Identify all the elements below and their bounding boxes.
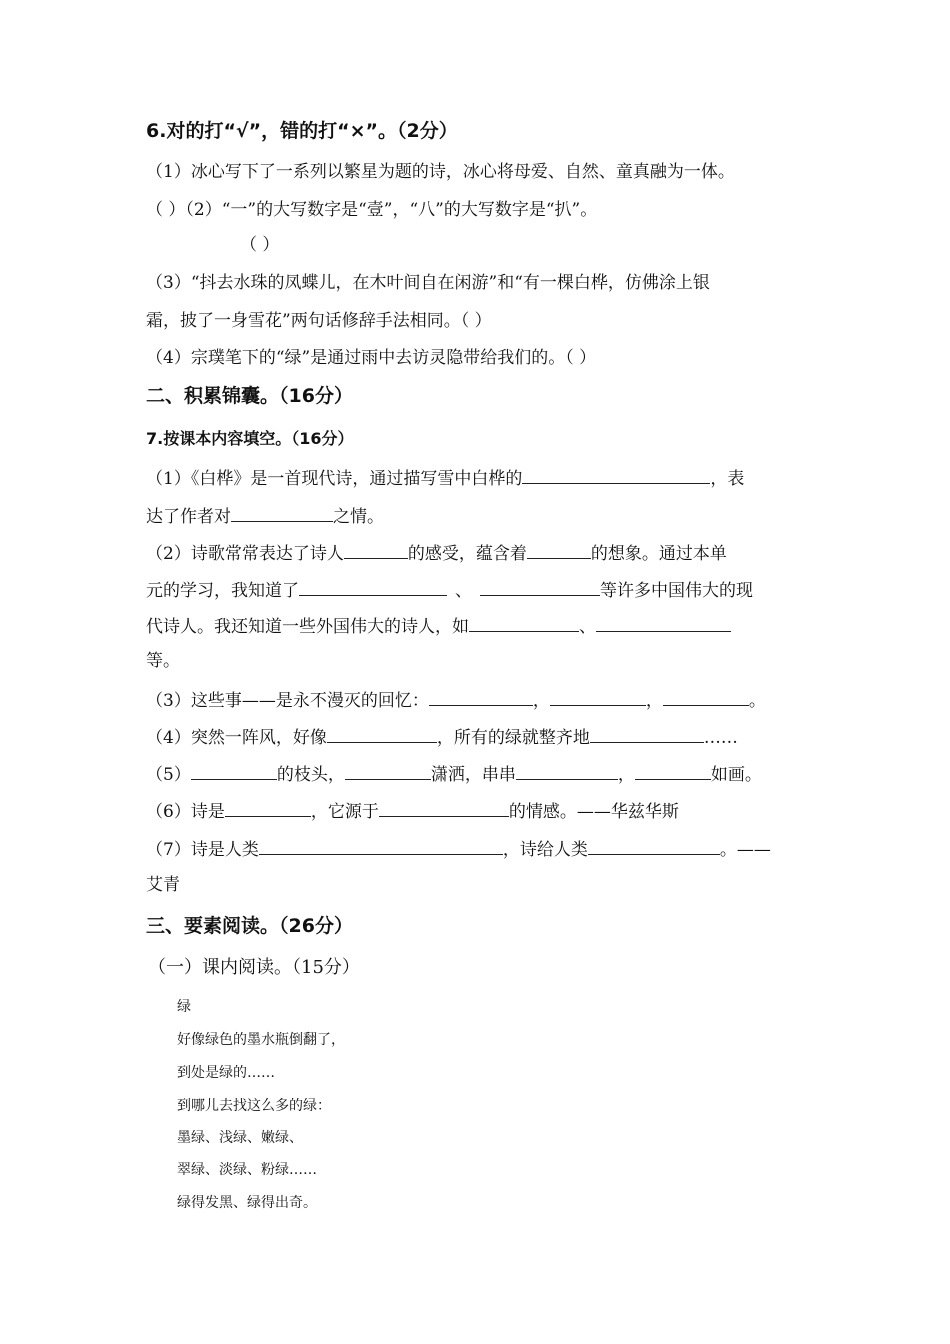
q7-line-5 (146, 762, 762, 786)
q7-line-6 (146, 799, 679, 823)
q7-line-4 (146, 725, 738, 749)
q7-6-blank-1[interactable] (225, 799, 311, 817)
q7-4-blank-1[interactable] (327, 725, 437, 743)
q7-5-text-a: （5） (146, 765, 191, 785)
q7-2-text-d: 元的学习，我知道了 (146, 581, 299, 601)
q7-2-text-c: 的想象。通过本单 (590, 544, 727, 564)
q7-3-sep-1: ， (532, 691, 550, 711)
q6-title: 6.对的打“√”，错的打“×”。（2分） (146, 120, 458, 142)
q7-1-blank-1[interactable] (522, 466, 710, 484)
q7-5-text-c: 潇洒，串串 (430, 765, 516, 785)
q7-2-blank-3[interactable] (299, 578, 447, 596)
poem-line: 好像绿色的墨水瓶倒翻了， (177, 1032, 345, 1048)
q7-2-blank-5[interactable] (469, 614, 579, 632)
q7-1-text-d: 之情。 (333, 507, 384, 527)
q7-7-text-c: 。—— (719, 840, 771, 860)
q7-5-blank-2[interactable] (345, 762, 431, 780)
section-2-title: 二、积累锦囊。（16分） (146, 385, 353, 407)
q7-2-blank-6[interactable] (596, 614, 731, 632)
q7-3-blank-1[interactable] (429, 688, 533, 706)
q6-item-1: （1）冰心写下了一系列以繁星为题的诗，冰心将母爱、自然、童真融为一体。 (146, 162, 735, 182)
q7-6-text-b: ，它源于 (310, 802, 379, 822)
q7-line-2c (146, 614, 731, 638)
q7-1-text-a: （1）《白桦》是一首现代诗，通过描写雪中白桦的 (146, 469, 523, 489)
q7-2-text-h: 、 (579, 617, 596, 637)
section-3-title: 三、要素阅读。（26分） (146, 915, 353, 937)
q7-3-text-a: （3）这些事——是永不漫灭的回忆： (146, 691, 429, 711)
q7-7-text-d: 艾青 (146, 875, 180, 895)
q7-4-text-c: …… (703, 728, 738, 748)
q7-2-text-a: （2）诗歌常常表达了诗人 (146, 544, 344, 564)
q7-3-end: 。 (748, 691, 766, 711)
q7-2-text-e: 、 (455, 581, 472, 601)
q7-4-text-b: ，所有的绿就整齐地 (436, 728, 590, 748)
q7-7-blank-1[interactable] (259, 837, 503, 855)
q7-line-2a (146, 541, 727, 565)
q7-2-blank-1[interactable] (344, 541, 408, 559)
q7-4-text-a: （4）突然一阵风，好像 (146, 728, 327, 748)
q7-3-blank-3[interactable] (663, 688, 749, 706)
q6-item-1-answer-paren[interactable]: （ ） (240, 235, 280, 255)
q7-2-blank-2[interactable] (527, 541, 591, 559)
q7-2-text-b: 的感受，蕴含着 (407, 544, 527, 564)
q7-6-blank-2[interactable] (379, 799, 509, 817)
section-3-subtitle: （一）课内阅读。（15分） (148, 957, 360, 978)
q7-5-text-b: 的枝头， (276, 765, 345, 785)
poem-line: 翠绿、淡绿、粉绿…… (177, 1162, 317, 1178)
q7-3-blank-2[interactable] (550, 688, 646, 706)
q6-item-3-line-2: 霜，披了一身雪花”两句话修辞手法相同。（ ） (146, 311, 492, 331)
q7-5-blank-4[interactable] (635, 762, 711, 780)
poem-title: 绿 (177, 999, 191, 1015)
q6-item-2: （ ）（2）“一”的大写数字是“壹”，“八”的大写数字是“扒”。 (146, 200, 598, 220)
q7-7-text-b: ，诗给人类 (502, 840, 588, 860)
q6-item-3-line-1: （3）“抖去水珠的凤蝶儿，在木叶间自在闲游”和“有一棵白桦，仿佛涂上银 (146, 273, 710, 293)
q7-4-blank-2[interactable] (590, 725, 704, 743)
q7-5-text-d: ， (617, 765, 635, 785)
poem-line: 到处是绿的…… (177, 1065, 275, 1081)
q7-2-text-f: 等许多中国伟大的现 (600, 581, 753, 601)
q7-7-text-a: （7）诗是人类 (146, 840, 259, 860)
q7-title: 7.按课本内容填空。（16分） (146, 429, 354, 448)
q7-2-text-i: 等。 (146, 651, 180, 671)
poem-line: 墨绿、浅绿、嫩绿、 (177, 1130, 303, 1146)
q7-1-text-b: ，表 (710, 469, 745, 489)
poem-line: 到哪儿去找这么多的绿： (177, 1098, 331, 1114)
q7-5-text-e: 如画。 (710, 765, 762, 785)
q7-1-blank-2[interactable] (231, 504, 333, 522)
q7-line-3 (146, 688, 766, 712)
q7-3-sep-2: ， (645, 691, 663, 711)
q7-2-text-g: 代诗人。我还知道一些外国伟大的诗人，如 (146, 617, 469, 637)
q7-1-text-c: 达了作者对 (146, 507, 231, 527)
q7-line-2b (146, 578, 753, 602)
q7-line-7 (146, 837, 771, 861)
q6-item-4: （4）宗璞笔下的“绿”是通过雨中去访灵隐带给我们的。（ ） (146, 348, 597, 368)
q7-5-blank-1[interactable] (191, 762, 277, 780)
q7-7-blank-2[interactable] (588, 837, 720, 855)
q7-6-text-a: （6）诗是 (146, 802, 225, 822)
q7-2-blank-4[interactable] (480, 578, 600, 596)
poem-line: 绿得发黑、绿得出奇。 (177, 1195, 317, 1211)
q7-line-1a (146, 466, 744, 490)
q7-line-1b (146, 504, 384, 528)
q7-6-text-c: 的情感。——华兹华斯 (508, 802, 679, 822)
q7-5-blank-3[interactable] (516, 762, 618, 780)
